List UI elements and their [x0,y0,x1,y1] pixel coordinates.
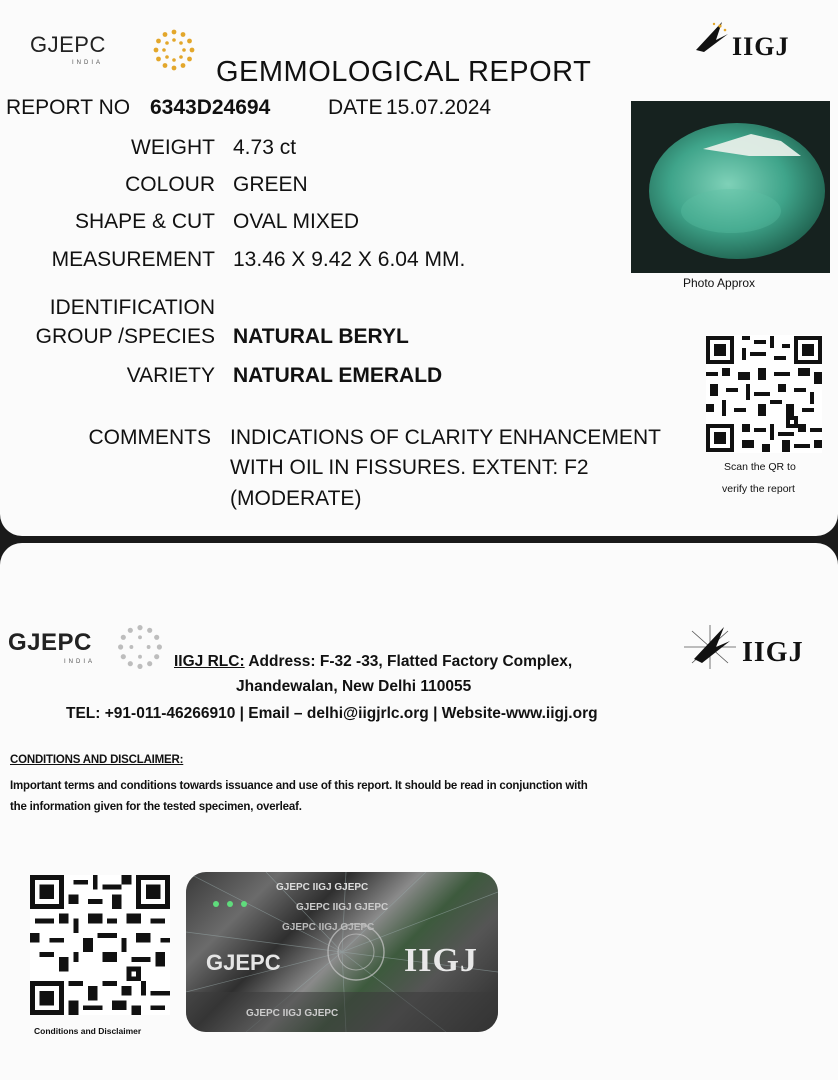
report-no-value: 6343D24694 [150,96,271,119]
colour-label: COLOUR [125,173,215,196]
hologram-repeat-4: GJEPC IIGJ GJEPC [246,1008,339,1019]
variety-label: VARIETY [126,364,215,387]
report-no-label: REPORT NO [6,96,131,119]
qr-icon [706,335,822,453]
address-line-2: Jhandewalan, New Delhi 110055 [236,678,472,695]
comments-label: COMMENTS [88,426,211,449]
identification-label: IDENTIFICATION [49,296,215,319]
iigj-star-icon [680,623,740,671]
measurement-label: MEASUREMENT [51,248,215,271]
gjepc-logo-text: GJEPC [30,32,106,57]
iigj-logo-text: IIGJ [732,32,790,61]
hologram-gjepc-text: GJEPC [206,950,281,975]
gjepc-logo [30,32,170,72]
report-back-card [0,543,838,1080]
page-title: GEMMOLOGICAL REPORT [216,56,592,88]
hologram-repeat-2: GJEPC IIGJ GJEPC [296,902,389,913]
weight-value: 4.73 ct [233,136,297,159]
gjepc-logo-back-text: GJEPC [8,629,92,656]
variety-value: NATURAL EMERALD [233,364,443,387]
sunburst-icon [148,24,200,76]
gem-photo [631,101,830,273]
shape-cut-label: SHAPE & CUT [74,210,215,233]
date-value: 15.07.2024 [386,96,492,119]
group-species-value: NATURAL BERYL [233,325,409,348]
gjepc-logo-back [8,629,168,679]
qr-caption-2: verify the report [722,483,795,495]
qr-caption-1: Scan the QR to [724,461,796,473]
iigj-logo-back-text: IIGJ [742,637,804,668]
conditions-qr-code[interactable] [30,875,170,1015]
comments-line-3: (MODERATE) [230,487,362,510]
comments-line-2: WITH OIL IN FISSURES. EXTENT: F2 [230,456,589,479]
rlc-label: IIGJ RLC: [174,653,245,670]
measurement-value: 13.46 X 9.42 X 6.04 MM. [233,248,466,271]
gjepc-logo-sub: INDIA [72,60,104,66]
photo-caption: Photo Approx [683,276,756,290]
hologram-repeat-1: GJEPC IIGJ GJEPC [276,882,369,893]
iigj-logo-back [680,623,830,683]
colour-value: GREEN [233,173,308,196]
shape-cut-value: OVAL MIXED [233,210,360,233]
iigj-logo [692,20,822,75]
contact-line: TEL: +91-011-46266910 | Email – delhi@iigjrlc.org | Website-www.iigj.org [66,705,598,722]
gjepc-logo-back-sub: INDIA [64,659,96,665]
conditions-line-2: the information given for the tested specimen, overleaf. [10,801,302,813]
hologram-iigj-text: IIGJ [404,942,478,979]
address-text-1: Address: F-32 -33, Flatted Factory Complex, [248,653,573,670]
emerald-gem-image [631,101,830,273]
conditions-qr-caption: Conditions and Disclaimer [34,1026,142,1036]
sunburst-icon [112,619,168,675]
report-front-card [0,0,838,536]
verify-qr-code[interactable] [706,335,822,453]
weight-label: WEIGHT [131,136,215,159]
group-species-label: GROUP /SPECIES [35,325,215,348]
comments-line-1: INDICATIONS OF CLARITY ENHANCEMENT [230,426,661,449]
conditions-line-1: Important terms and conditions towards issuance and use of this report. It should be read in conjunction with [10,780,588,792]
hologram-repeat-3: GJEPC IIGJ GJEPC [282,922,375,933]
conditions-heading: CONDITIONS AND DISCLAIMER: [10,754,184,766]
address-line-1 [174,653,572,671]
qr-icon [30,875,170,1015]
date-label: DATE [328,96,383,119]
iigj-star-icon [692,20,732,56]
security-hologram [186,872,498,1032]
